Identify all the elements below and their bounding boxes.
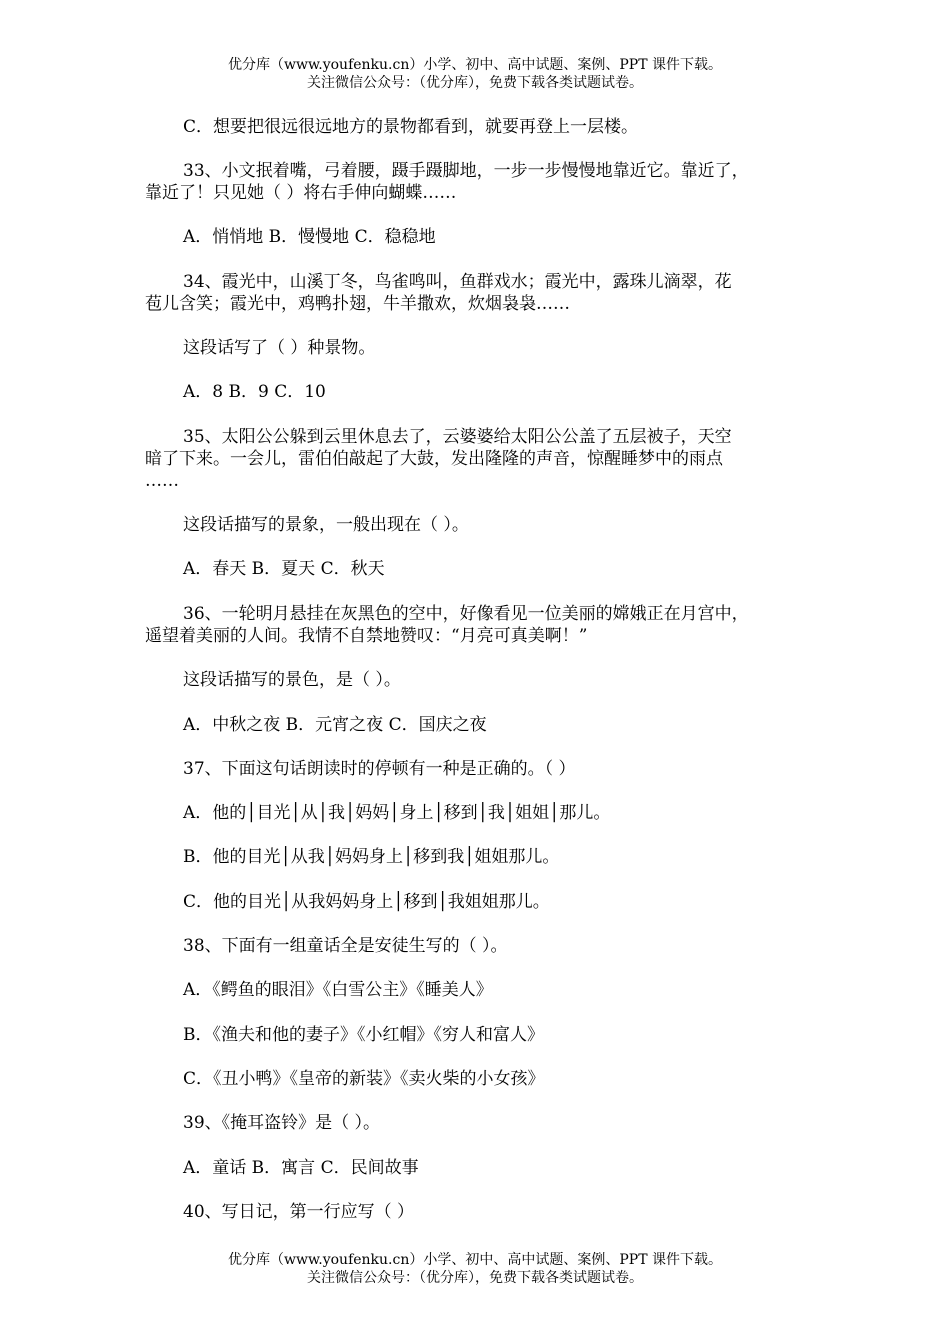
options-36: A．中秋之夜 B．元宵之夜 C．国庆之夜 [183,715,487,735]
question-37: 37、下面这句话朗读时的停顿有一种是正确的。（ ） [183,759,576,779]
options-35: A．春天 B．夏天 C．秋天 [183,559,385,579]
question-35-line-1: 35、太阳公公躲到云里休息去了，云婆婆给太阳公公盖了五层被子，天空 [183,427,732,447]
question-36-prompt: 这段话描写的景色，是（ ）。 [183,670,401,690]
option-37-b: B．他的目光│从我│妈妈身上│移到我│姐姐那儿。 [183,847,560,867]
question-40: 40、写日记，第一行应写（ ） [183,1202,415,1222]
option-32-c: C．想要把很远很远地方的景物都看到，就要再登上一层楼。 [183,117,639,137]
question-35-line-3: …… [145,471,179,491]
question-33-line-2: 靠近了！只见她（ ）将右手伸向蝴蝶…… [145,183,457,203]
header-line-1: 优分库（www.youfenku.cn）小学、初中、高中试题、案例、PPT 课件下载。 [227,57,722,73]
question-33-line-1: 33、小文抿着嘴，弓着腰，蹑手蹑脚地，一步一步慢慢地靠近它。靠近了， [183,161,749,181]
question-35-prompt: 这段话描写的景象，一般出现在（ ）。 [183,515,469,535]
option-37-c: C．他的目光│从我妈妈身上│移到│我姐姐那儿。 [183,892,550,912]
options-34: A．8 B．9 C．10 [183,382,326,402]
question-34-line-1: 34、霞光中，山溪丁冬，鸟雀鸣叫，鱼群戏水；霞光中，露珠儿滴翠，花 [183,272,732,292]
question-34-line-2: 苞儿含笑；霞光中，鸡鸭扑翅，牛羊撒欢，炊烟袅袅…… [145,294,570,314]
option-38-b: B．《渔夫和他的妻子》《小红帽》《穷人和富人》 [183,1025,544,1045]
option-37-a: A．他的│目光│从│我│妈妈│身上│移到│我│姐姐│那儿。 [183,803,611,823]
question-39: 39、《掩耳盗铃》是（ ）。 [183,1113,381,1133]
option-38-c: C．《丑小鸭》《皇帝的新装》《卖火柴的小女孩》 [183,1069,545,1089]
options-39: A．童话 B．寓言 C．民间故事 [183,1158,419,1178]
page-footer [0,1251,950,1287]
question-38: 38、下面有一组童话全是安徒生写的（ ）。 [183,936,508,956]
question-35-line-2: 暗了下来。一会儿，雷伯伯敲起了大鼓，发出隆隆的声音，惊醒睡梦中的雨点 [145,449,723,469]
options-33: A．悄悄地 B．慢慢地 C．稳稳地 [183,227,436,247]
header-line-2: 关注微信公众号：（优分库），免费下载各类试题试卷。 [307,75,643,91]
option-38-a: A．《鳄鱼的眼泪》《白雪公主》《睡美人》 [183,980,493,1000]
question-36-line-2: 遥望着美丽的人间。我情不自禁地赞叹：“月亮可真美啊！” [145,626,588,646]
footer-line-1: 优分库（www.youfenku.cn）小学、初中、高中试题、案例、PPT 课件下载。 [227,1252,722,1268]
question-36-line-1: 36、一轮明月悬挂在灰黑色的空中，好像看见一位美丽的嫦娥正在月宫中， [183,604,749,624]
page-header [0,56,950,92]
footer-line-2: 关注微信公众号：（优分库），免费下载各类试题试卷。 [307,1270,643,1286]
question-34-prompt: 这段话写了（ ）种景物。 [183,338,376,358]
